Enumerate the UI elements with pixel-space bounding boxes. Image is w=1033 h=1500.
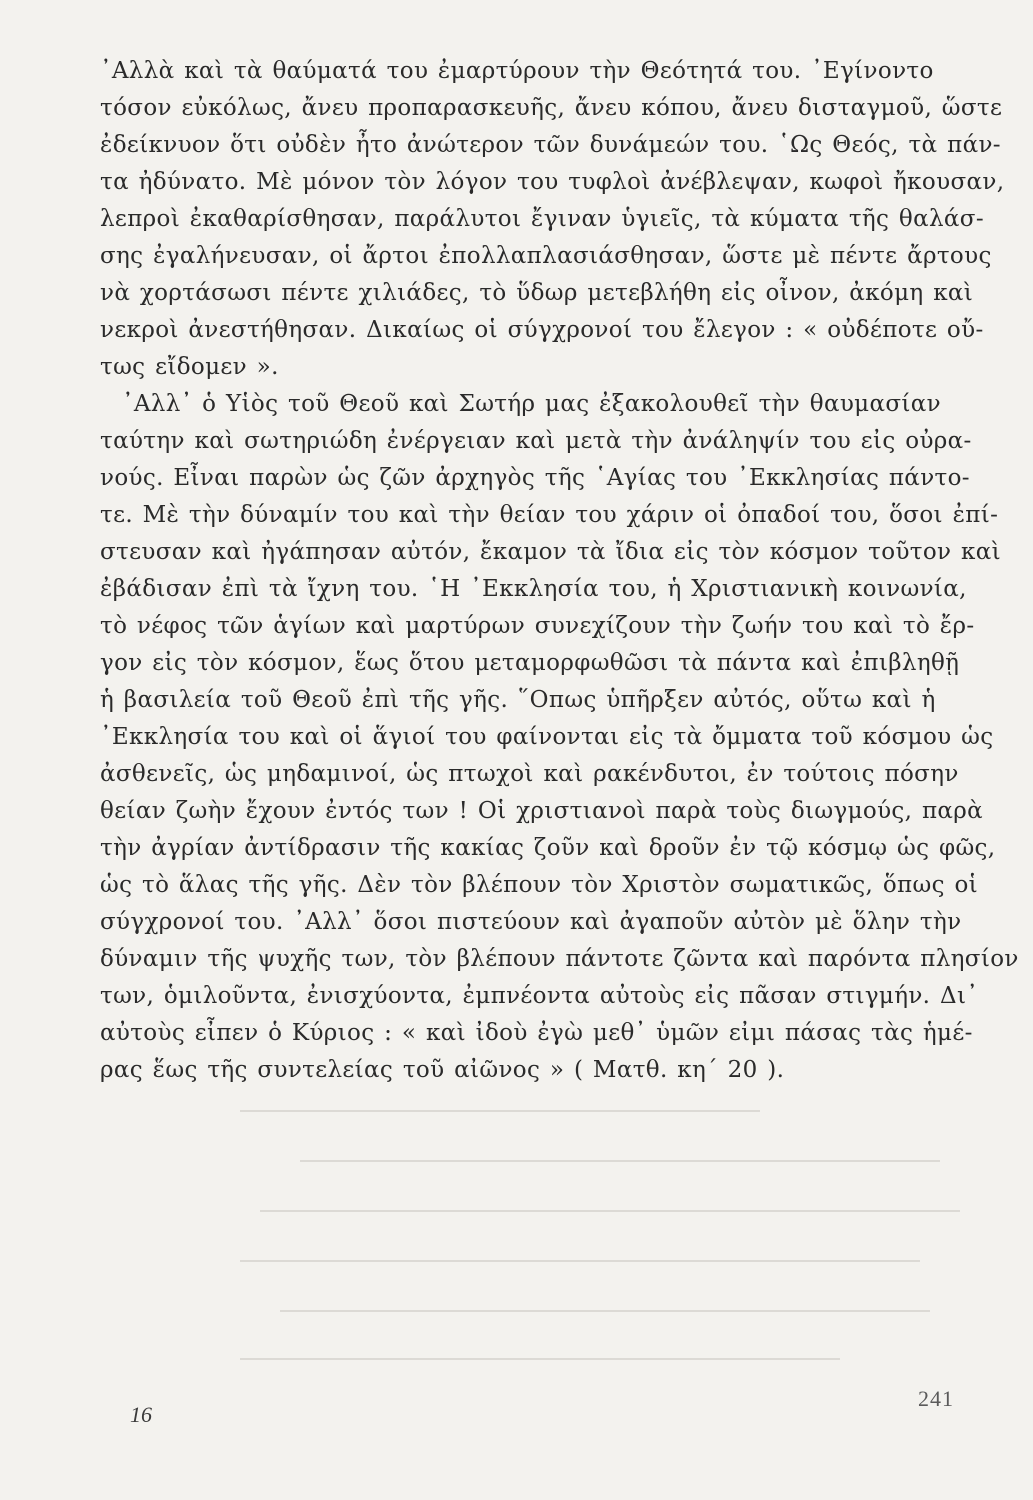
- text-line: ἡ βασιλεία τοῦ Θεοῦ ἐπὶ τῆς γῆς. ῞Οπως ὑπῆρξεν αὐτός, οὕτω καὶ ἡ: [100, 687, 936, 713]
- text-line: ρας ἕως τῆς συντελείας τοῦ αἰῶνος » ( Ματθ. κη΄ 20 ).: [100, 1057, 785, 1083]
- text-line: αὐτοὺς εἶπεν ὁ Κύριος : « καὶ ἰδοὺ ἐγὼ μεθ᾿ ὑμῶν εἰμι πάσας τὰς ἡμέ-: [100, 1020, 973, 1046]
- text-line: ὡς τὸ ἅλας τῆς γῆς. Δὲν τὸν βλέπουν τὸν Χριστὸν σωματικῶς, ὅπως οἱ: [100, 872, 979, 898]
- text-line: τὸ νέφος τῶν ἁγίων καὶ μαρτύρων συνεχίζουν τὴν ζωήν του καὶ τὸ ἔρ-: [100, 613, 975, 639]
- text-line: τόσον εὐκόλως, ἄνευ προπαρασκευῆς, ἄνευ κόπου, ἄνευ δισταγμοῦ, ὥστε: [100, 95, 1003, 121]
- text-line: θείαν ζωὴν ἔχουν ἐντός των ! Οἱ χριστιανοὶ παρὰ τοὺς διωγμούς, παρὰ: [100, 798, 984, 824]
- text-line: τε. Μὲ τὴν δύναμίν του καὶ τὴν θείαν του χάριν οἱ ὀπαδοί του, ὅσοι ἐπί-: [100, 502, 999, 528]
- text-line: σύγχρονοί του. ᾿Αλλ᾿ ὅσοι πιστεύουν καὶ ἀγαποῦν αὐτὸν μὲ ὅλην τὴν: [100, 909, 962, 935]
- text-line: τὴν ἀγρίαν ἀντίδρασιν τῆς κακίας ζοῦν καὶ δροῦν ἐν τῷ κόσμῳ ὡς φῶς,: [100, 835, 996, 861]
- text-line: τως εἴδομεν ».: [100, 354, 279, 380]
- text-line: δύναμιν τῆς ψυχῆς των, τὸν βλέπουν πάντοτε ζῶντα καὶ παρόντα πλησίον: [100, 946, 1019, 972]
- text-line: ᾿Εκκλησία του καὶ οἱ ἅγιοί του φαίνονται εἰς τὰ ὄμματα τοῦ κόσμου ὡς: [100, 724, 994, 750]
- text-line: των, ὁμιλοῦντα, ἐνισχύοντα, ἐμπνέοντα αὐτοὺς εἰς πᾶσαν στιγμήν. Δι᾿: [100, 983, 979, 1009]
- text-line: στευσαν καὶ ἠγάπησαν αὐτόν, ἔκαμον τὰ ἴδια εἰς τὸν κόσμον τοῦτον καὶ: [100, 539, 1002, 565]
- page-number-left: 16: [130, 1402, 152, 1427]
- text-line: ἀσθενεῖς, ὡς μηδαμινοί, ὡς πτωχοὶ καὶ ρακένδυτοι, ἐν τούτοις πόσην: [100, 761, 959, 787]
- text-line: γον εἰς τὸν κόσμον, ἕως ὅτου μεταμορφωθῶσι τὰ πάντα καὶ ἐπιβληθῇ: [100, 650, 960, 676]
- text-line: ᾿Αλλὰ καὶ τὰ θαύματά του ἐμαρτύρουν τὴν Θεότητά του. ᾿Εγίνοντο: [100, 58, 934, 84]
- text-line: σης ἐγαλήνευσαν, οἱ ἄρτοι ἐπολλαπλασιάσθησαν, ὥστε μὲ πέντε ἄρτους: [100, 243, 992, 269]
- text-line: νεκροὶ ἀνεστήθησαν. Δικαίως οἱ σύγχρονοί του ἔλεγον : « οὐδέποτε οὔ-: [100, 317, 984, 343]
- text-line: νὰ χορτάσωσι πέντε χιλιάδες, τὸ ὕδωρ μετεβλήθη εἰς οἶνον, ἀκόμη καὶ: [100, 280, 974, 306]
- text-line: ταύτην καὶ σωτηριώδη ἐνέργειαν καὶ μετὰ τὴν ἀνάληψίν του εἰς οὐρα-: [100, 428, 972, 454]
- text-line: ἐβάδισαν ἐπὶ τὰ ἴχνη του. ῾Η ᾿Εκκλησία του, ἡ Χριστιανικὴ κοινωνία,: [100, 576, 967, 602]
- text-line: ἐδείκνυον ὅτι οὐδὲν ἦτο ἀνώτερον τῶν δυνάμεών του. ῾Ως Θεός, τὰ πάν-: [100, 132, 1001, 158]
- text-line: λεπροὶ ἐκαθαρίσθησαν, παράλυτοι ἔγιναν ὑγιεῖς, τὰ κύματα τῆς θαλάσ-: [100, 206, 984, 232]
- page-number-right: 241: [918, 1386, 954, 1411]
- text-line: νούς. Εἶναι παρὼν ὡς ζῶν ἀρχηγὸς τῆς ῾Αγίας του ᾿Εκκλησίας πάντο-: [100, 465, 970, 491]
- text-line: τα ἠδύνατο. Μὲ μόνον τὸν λόγον του τυφλοὶ ἀνέβλεψαν, κωφοὶ ἤκουσαν,: [100, 169, 1005, 195]
- text-line: ᾿Αλλ᾿ ὁ Υἱὸς τοῦ Θεοῦ καὶ Σωτήρ μας ἐξακολουθεῖ τὴν θαυμασίαν: [122, 391, 941, 417]
- show-through-texture: [240, 1090, 1000, 1390]
